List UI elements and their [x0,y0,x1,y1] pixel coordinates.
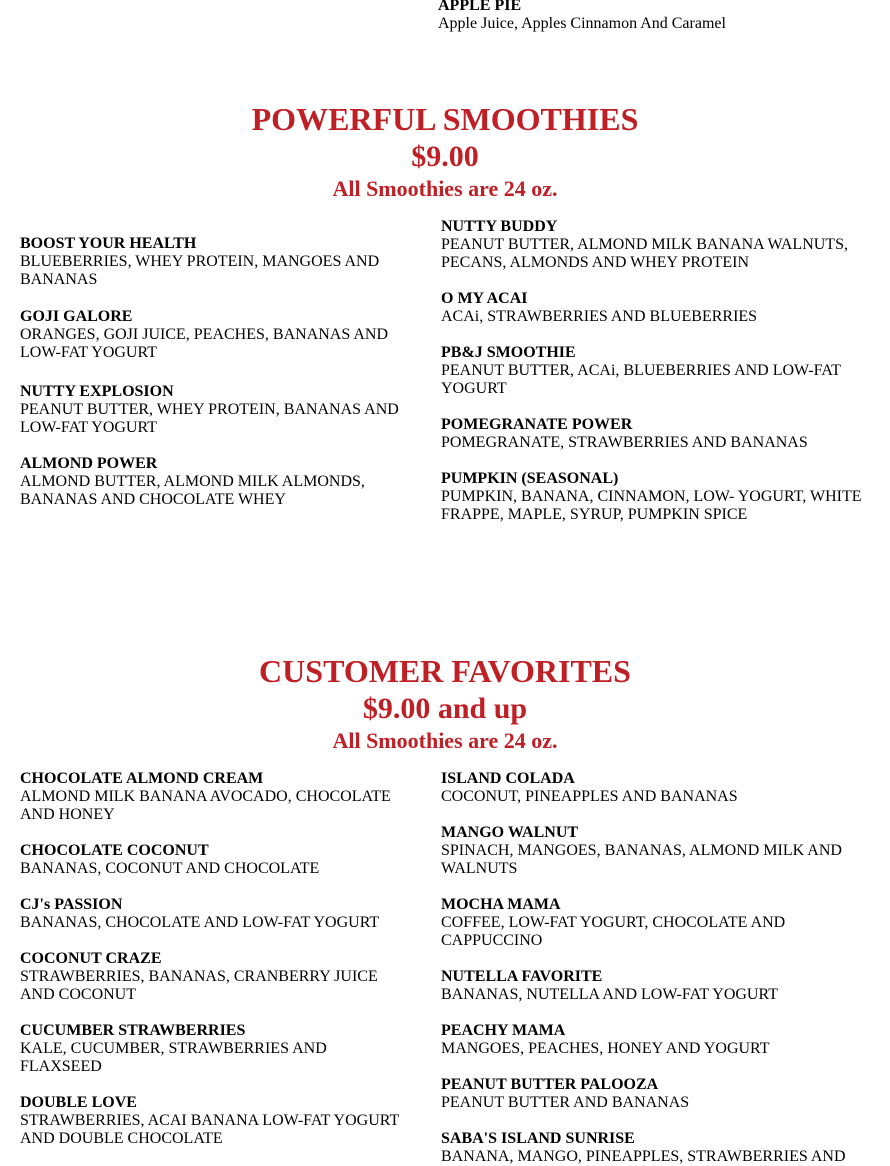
item-description: ALMOND BUTTER, ALMOND MILK ALMONDS, BANANAS AND CHOCOLATE WHEY [20,473,365,508]
item-description: BANANAS, COCONUT AND CHOCOLATE [20,860,320,877]
item-description: BANANAS, NUTELLA AND LOW-FAT YOGURT [441,986,778,1003]
menu-item [20,896,410,932]
item-name: MANGO WALNUT [441,824,579,841]
item-name: POMEGRANATE POWER [441,416,633,433]
menu-item-apple-pie [438,0,726,33]
menu-item [441,1076,871,1112]
menu-item [441,218,871,272]
item-name: NUTELLA FAVORITE [441,968,603,985]
item-description: BANANAS, CHOCOLATE AND LOW-FAT YOGURT [20,914,380,931]
menu-item [20,1022,410,1076]
item-name: DOUBLE LOVE [20,1094,137,1111]
menu-item [20,842,410,878]
item-description: ORANGES, GOJI JUICE, PEACHES, BANANAS AND LOW-FAT YOGURT [20,326,389,361]
section-note: All Smoothies are 24 oz. [332,728,558,753]
item-name: ISLAND COLADA [441,770,575,787]
section-title: POWERFUL SMOOTHIES [251,101,639,137]
item-name: MOCHA MAMA [441,896,561,913]
item-description: COFFEE, LOW-FAT YOGURT, CHOCOLATE AND CAPPUCCINO [441,914,786,949]
item-description: BANANA, MANGO, PINEAPPLES, STRAWBERRIES AND [441,1148,846,1165]
menu-item [441,344,871,398]
menu-item [20,235,410,289]
item-name: PEANUT BUTTER PALOOZA [441,1076,659,1093]
item-description: KALE, CUCUMBER, STRAWBERRIES AND FLAXSEED [20,1040,327,1075]
favorites-left-column [20,770,410,1148]
powerful-left-column [20,235,410,509]
item-description: ACAi, STRAWBERRIES AND BLUEBERRIES [441,308,758,325]
item-description: PEANUT BUTTER, ACAi, BLUEBERRIES AND LOW-FAT YOGURT [441,362,841,397]
item-name: NUTTY EXPLOSION [20,383,174,400]
item-name: COCONUT CRAZE [20,950,162,967]
item-name: CHOCOLATE COCONUT [20,842,209,859]
menu-item [20,1094,410,1148]
section-note: All Smoothies are 24 oz. [332,176,558,201]
item-name: BOOST YOUR HEALTH [20,235,197,252]
item-name: CUCUMBER STRAWBERRIES [20,1022,246,1039]
item-name: SABA'S ISLAND SUNRISE [441,1130,635,1147]
menu-item [441,1022,871,1058]
menu-item [20,770,410,824]
menu-item [441,896,871,950]
item-description: STRAWBERRIES, ACAI BANANA LOW-FAT YOGURT AND DOUBLE CHOCOLATE [20,1112,399,1147]
customer-favorites-header [0,653,890,755]
section-title: CUSTOMER FAVORITES [259,653,631,689]
menu-item [441,416,871,452]
item-name: APPLE PIE [438,0,522,14]
section-price: $9.00 and up [362,692,528,725]
item-name: PEACHY MAMA [441,1022,566,1039]
menu-item [20,950,410,1004]
menu-item [441,470,871,524]
powerful-smoothies-header [0,101,890,203]
item-description: PEANUT BUTTER, ALMOND MILK BANANA WALNUTS, PECANS, ALMONDS AND WHEY PROTEIN [441,236,848,271]
item-description: Apple Juice, Apples Cinnamon And Caramel [438,15,726,32]
item-description: PEANUT BUTTER AND BANANAS [441,1094,690,1111]
item-description: SPINACH, MANGOES, BANANAS, ALMOND MILK AND WALNUTS [441,842,842,877]
favorites-right-column [441,770,871,1166]
menu-item [441,770,871,806]
menu-item [20,455,410,509]
item-name: ALMOND POWER [20,455,158,472]
menu-item [441,968,871,1004]
menu-item [441,824,871,878]
item-name: CJ's PASSION [20,896,123,913]
menu-item [20,308,410,362]
item-description: STRAWBERRIES, BANANAS, CRANBERRY JUICE AND COCONUT [20,968,378,1003]
item-description: POMEGRANATE, STRAWBERRIES AND BANANAS [441,434,808,451]
item-description: BLUEBERRIES, WHEY PROTEIN, MANGOES AND BANANAS [20,253,380,288]
powerful-right-column [441,218,871,524]
item-description: ALMOND MILK BANANA AVOCADO, CHOCOLATE AND HONEY [20,788,391,823]
item-description: PUMPKIN, BANANA, CINNAMON, LOW- YOGURT, WHITE FRAPPE, MAPLE, SYRUP, PUMPKIN SPICE [441,488,862,523]
menu-item [441,290,871,326]
item-name: PB&J SMOOTHIE [441,344,576,361]
menu-item [20,383,410,437]
section-price: $9.00 [411,140,479,173]
item-name: GOJI GALORE [20,308,133,325]
menu-item [441,1130,871,1166]
item-description: COCONUT, PINEAPPLES AND BANANAS [441,788,738,805]
item-name: O MY ACAI [441,290,528,307]
item-name: CHOCOLATE ALMOND CREAM [20,770,264,787]
item-name: PUMPKIN (SEASONAL) [441,470,619,487]
item-description: MANGOES, PEACHES, HONEY AND YOGURT [441,1040,770,1057]
item-name: NUTTY BUDDY [441,218,558,235]
item-description: PEANUT BUTTER, WHEY PROTEIN, BANANAS AND LOW-FAT YOGURT [20,401,399,436]
